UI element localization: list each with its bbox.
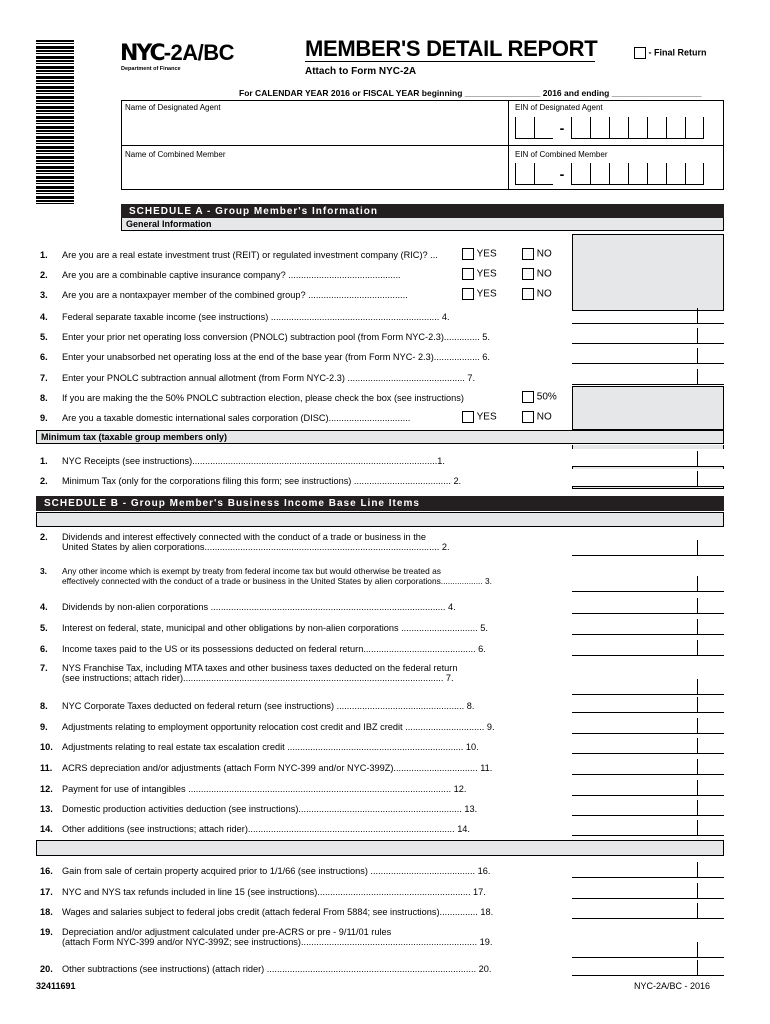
sched-b-line-8: 8. NYC Corporate Taxes deducted on federal return (see instructions) .................................................. 8. bbox=[40, 701, 475, 711]
general-info-header: General Information bbox=[121, 218, 724, 231]
line-4-amount[interactable] bbox=[572, 306, 724, 324]
page-title: MEMBER'S DETAIL REPORT bbox=[305, 36, 598, 61]
line-1-no[interactable]: NO bbox=[522, 248, 552, 260]
agent-ein-label: EIN of Designated Agent bbox=[515, 103, 603, 112]
form-number: -2A/BC bbox=[163, 40, 235, 65]
title-underline bbox=[305, 61, 595, 62]
schedule-b-header: SCHEDULE B - Group Member's Business Income Base Line Items bbox=[36, 496, 724, 511]
sched-b-line-10: 10. Adjustments relating to real estate tax escalation credit ..................................................................... 10. bbox=[40, 742, 479, 752]
sched-b-line-19: 19. Depreciation and/or adjustment calculated under pre-ACRS or pre - 9/11/01 rules (attach Form NYC-399 and/or NYC-399Z; see instructions)..................................................................... 19. bbox=[40, 927, 493, 947]
line-b17-amount[interactable] bbox=[572, 881, 724, 899]
final-return bbox=[634, 47, 707, 59]
member-name-label: Name of Combined Member bbox=[125, 150, 226, 159]
sched-b-line-7: 7. NYS Franchise Tax, including MTA taxes and other business taxes deducted on the federal return (see instructions; attach rider)...................................................................................................... 7. bbox=[40, 663, 458, 683]
sched-b-line-5: 5. Interest on federal, state, municipal and other obligations by non-alien corporations .............................. 5. bbox=[40, 623, 488, 633]
line-b12-amount[interactable] bbox=[572, 778, 724, 796]
line-5-amount[interactable] bbox=[572, 326, 724, 344]
sched-b-line-12: 12. Payment for use of intangibles ....................................................................................................... 12. bbox=[40, 784, 467, 794]
sched-a-line-3: 3. Are you are a nontaxpayer member of the combined group? ....................................... bbox=[40, 290, 408, 300]
form-code: 32411691 bbox=[36, 981, 76, 991]
nyc-receipts-amount[interactable] bbox=[572, 449, 724, 467]
line-b7-amount[interactable] bbox=[572, 677, 724, 695]
line-7-amount[interactable] bbox=[572, 367, 724, 385]
divider bbox=[121, 145, 724, 146]
min-tax-line-2: 2. Minimum Tax (only for the corporations filing this form; see instructions) ...................................... 2. bbox=[40, 476, 462, 486]
line-2-yes[interactable]: YES bbox=[462, 268, 497, 280]
period-line: For CALENDAR YEAR 2016 or FISCAL YEAR beginning ________________ 2016 and ending ___________________ bbox=[239, 88, 702, 98]
sched-a-line-9: 9. Are you a taxable domestic international sales corporation (DISC)................................ bbox=[40, 413, 411, 423]
nyc-logo: NYC bbox=[120, 41, 164, 66]
line-b11-amount[interactable] bbox=[572, 757, 724, 775]
sched-a-line-8: 8. If you are making the the 50% PNOLC subtraction election, please check the box (see instructions) bbox=[40, 393, 464, 403]
min-tax-line-1: 1. NYC Receipts (see instructions)................................................................................................1. bbox=[40, 456, 445, 466]
line-9-no[interactable]: NO bbox=[522, 411, 552, 423]
sched-b-line-4: 4. Dividends by non-alien corporations ............................................................................................ 4. bbox=[40, 602, 456, 612]
sched-b-line-11: 11. ACRS depreciation and/or adjustments (attach Form NYC-399 and/or NYC-399Z)................................. 11. bbox=[40, 763, 493, 773]
line-b20-amount[interactable] bbox=[572, 958, 724, 976]
agent-ein-field[interactable]: - bbox=[515, 117, 704, 139]
line-b6-amount[interactable] bbox=[572, 638, 724, 656]
line-3-no[interactable]: NO bbox=[522, 288, 552, 300]
form-footer-id: NYC-2A/BC - 2016 bbox=[634, 981, 711, 991]
lines-8-9-gray-area bbox=[572, 386, 724, 430]
line-2-no[interactable]: NO bbox=[522, 268, 552, 280]
sched-a-line-4: 4. Federal separate taxable income (see instructions) .................................................................. 4. bbox=[40, 312, 450, 322]
line-b18-amount[interactable] bbox=[572, 901, 724, 919]
member-ein-field[interactable]: - bbox=[515, 163, 704, 185]
final-return-label: - Final Return bbox=[648, 47, 707, 58]
sched-b-line-16: 16. Gain from sale of certain property acquired prior to 1/1/66 (see instructions) ......................................... 16. bbox=[40, 866, 491, 876]
sched-a-line-7: 7. Enter your PNOLC subtraction annual allotment (from Form NYC-2.3) .............................................. 7. bbox=[40, 373, 476, 383]
minimum-tax-header: Minimum tax (taxable group members only) bbox=[36, 430, 724, 444]
sched-b-line-17: 17. NYC and NYS tax refunds included in line 15 (see instructions)............................................................ 17. bbox=[40, 887, 486, 897]
sched-b-line-3: 3. Any other income which is exempt by treaty from federal income tax but would otherwise be treated as effectively connected with the conduct of a trade or business in the United States by alien corporations.................. 3. bbox=[40, 566, 492, 586]
sched-b-line-6: 6. Income taxes paid to the US or its possessions deducted on federal return............................................ 6. bbox=[40, 644, 486, 654]
sched-b-line-2: 2. Dividends and interest effectively connected with the conduct of a trade or business in the United States by alien corporations............................................................................................ 2. bbox=[40, 532, 450, 552]
line-1-yes[interactable]: YES bbox=[462, 248, 497, 260]
final-return-checkbox[interactable] bbox=[634, 47, 646, 59]
schedule-a-header: SCHEDULE A - Group Member's Information bbox=[121, 204, 724, 219]
line-b16-amount[interactable] bbox=[572, 860, 724, 878]
line-3-yes[interactable]: YES bbox=[462, 288, 497, 300]
sched-b-line-13: 13. Domestic production activities deduction (see instructions)................................................................ 13. bbox=[40, 804, 478, 814]
sched-a-line-6: 6. Enter your unabsorbed net operating loss at the end of the base year (from Form NYC- 2.3).................. 6. bbox=[40, 352, 490, 362]
sched-b-line-18: 18. Wages and salaries subject to federal jobs credit (attach federal From 5884; see instructions)............... 18. bbox=[40, 907, 494, 917]
schedule-a-gray-area bbox=[572, 234, 724, 311]
sched-b-line-14: 14. Other additions (see instructions; attach rider)................................................................................. 14. bbox=[40, 824, 470, 834]
sched-a-line-5: 5. Enter your prior net operating loss conversion (PNOLC) subtraction pool (from Form NYC-2.3).............. 5. bbox=[40, 332, 490, 342]
sched-b-line-20: 20. Other subtractions (see instructions) (attach rider) .................................................................................. 20. bbox=[40, 964, 492, 974]
line-b10-amount[interactable] bbox=[572, 736, 724, 754]
line-15-gray-bar bbox=[36, 840, 724, 856]
schedule-b-gray-bar bbox=[36, 512, 724, 527]
line-b3-amount[interactable] bbox=[572, 574, 724, 592]
line-8-50pct[interactable]: 50% bbox=[522, 391, 557, 403]
sched-a-line-2: 2. Are you are a combinable captive insurance company? ............................................ bbox=[40, 270, 401, 280]
minimum-tax-amount[interactable] bbox=[572, 469, 724, 487]
member-ein-label: EIN of Combined Member bbox=[515, 150, 608, 159]
member-name-field[interactable] bbox=[121, 160, 507, 188]
barcode bbox=[36, 40, 74, 206]
line-b13-amount[interactable] bbox=[572, 798, 724, 816]
sched-a-line-1: 1. Are you are a real estate investment trust (REIT) or regulated investment company (RIC)? ... bbox=[40, 250, 438, 260]
agent-name-field[interactable] bbox=[121, 113, 507, 143]
line-b19-amount[interactable] bbox=[572, 940, 724, 958]
sched-b-line-9: 9. Adjustments relating to employment opportunity relocation cost credit and IBZ credit ............................... 9. bbox=[40, 722, 495, 732]
line-b5-amount[interactable] bbox=[572, 617, 724, 635]
line-9-yes[interactable]: YES bbox=[462, 411, 497, 423]
attach-note: Attach to Form NYC-2A bbox=[305, 66, 417, 77]
line-b4-amount[interactable] bbox=[572, 596, 724, 614]
department-label: Department of Finance bbox=[121, 66, 181, 72]
line-b14-amount[interactable] bbox=[572, 818, 724, 836]
divider bbox=[508, 100, 509, 190]
line-b2-amount[interactable] bbox=[572, 538, 724, 556]
form-logo bbox=[120, 40, 234, 66]
line-6-amount[interactable] bbox=[572, 346, 724, 364]
line-b9-amount[interactable] bbox=[572, 716, 724, 734]
line-b8-amount[interactable] bbox=[572, 695, 724, 713]
agent-name-label: Name of Designated Agent bbox=[125, 103, 221, 112]
